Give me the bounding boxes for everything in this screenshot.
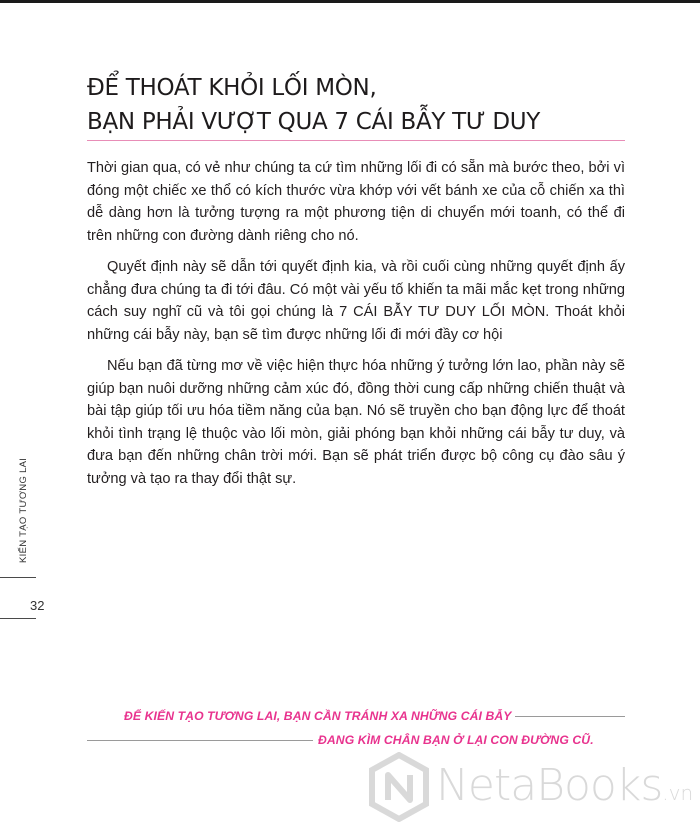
watermark-brand: NetaBooks xyxy=(436,760,663,811)
top-border-rule xyxy=(0,0,700,3)
pull-quote-line-2: ĐANG KÌM CHÂN BẠN Ở LẠI CON ĐƯỜNG CŨ. xyxy=(318,733,594,747)
pull-quote-rule-right xyxy=(515,716,625,717)
page-number: 32 xyxy=(30,598,45,613)
chapter-title xyxy=(87,71,647,139)
sidebar-rule-bottom xyxy=(0,618,36,619)
chapter-title-line-1: ĐỂ THOÁT KHỎI LỐI MÒN, xyxy=(87,75,377,101)
body-text xyxy=(87,157,625,499)
paragraph-1: Thời gian qua, có vẻ như chúng ta cứ tìm những lối đi có sẵn mà bước theo, bởi vì đóng một chiếc xe thổ có kích thước vừa khớp với vết bánh xe của cỗ chiến xa thì dễ dàng hơn là tưởng tượng ra một phương tiện di chuyển mới toanh, có thể đi trên những con đường dành riêng cho nó. xyxy=(87,160,625,244)
watermark-suffix: .vn xyxy=(662,781,694,805)
netabooks-logo-icon xyxy=(368,752,430,822)
paragraph-3: Nếu bạn đã từng mơ về việc hiện thực hóa những ý tưởng lớn lao, phần này sẽ giúp bạn nuôi dưỡng những cảm xúc đó, đồng thời cung cấp những chiến thuật và bài tập giúp tối ưu hóa tiềm năng của bạn. Nó sẽ truyền cho bạn động lực để thoát khỏi tình trạng lệ thuộc vào lối mòn, giải phóng bạn khỏi những cái bẫy tư duy, và đưa bạn đến những chân trời mới. Bạn sẽ phát triển được bộ công cụ đào sâu ý tưởng và tạo ra thay đổi thật sự. xyxy=(87,358,625,487)
pull-quote-rule-left xyxy=(87,740,313,741)
sidebar-rule-top xyxy=(0,577,36,578)
watermark-text xyxy=(436,760,693,811)
paragraph-2: Quyết định này sẽ dẫn tới quyết định kia, và rồi cuối cùng những quyết định ấy chẳng đưa chúng ta đi tới đâu. Có một vài yếu tố khiến ta mãi mắc kẹt trong những cách suy nghĩ cũ và tôi gọi chúng là 7 CÁI BẪY TƯ DUY LỐI MÒN. Thoát khỏi những cái bẫy này, bạn sẽ tìm được những lối đi mới đầy cơ hội xyxy=(87,259,625,343)
watermark xyxy=(368,752,694,824)
chapter-title-line-2: BẠN PHẢI VƯỢT QUA 7 CÁI BẪY TƯ DUY xyxy=(87,109,541,135)
title-underline-rule xyxy=(87,140,625,141)
running-title: KIẾN TẠO TƯƠNG LAI xyxy=(18,457,29,563)
pull-quote-line-1: ĐỂ KIẾN TẠO TƯƠNG LAI, BẠN CẦN TRÁNH XA NHỮNG CÁI BẪY xyxy=(124,709,512,723)
